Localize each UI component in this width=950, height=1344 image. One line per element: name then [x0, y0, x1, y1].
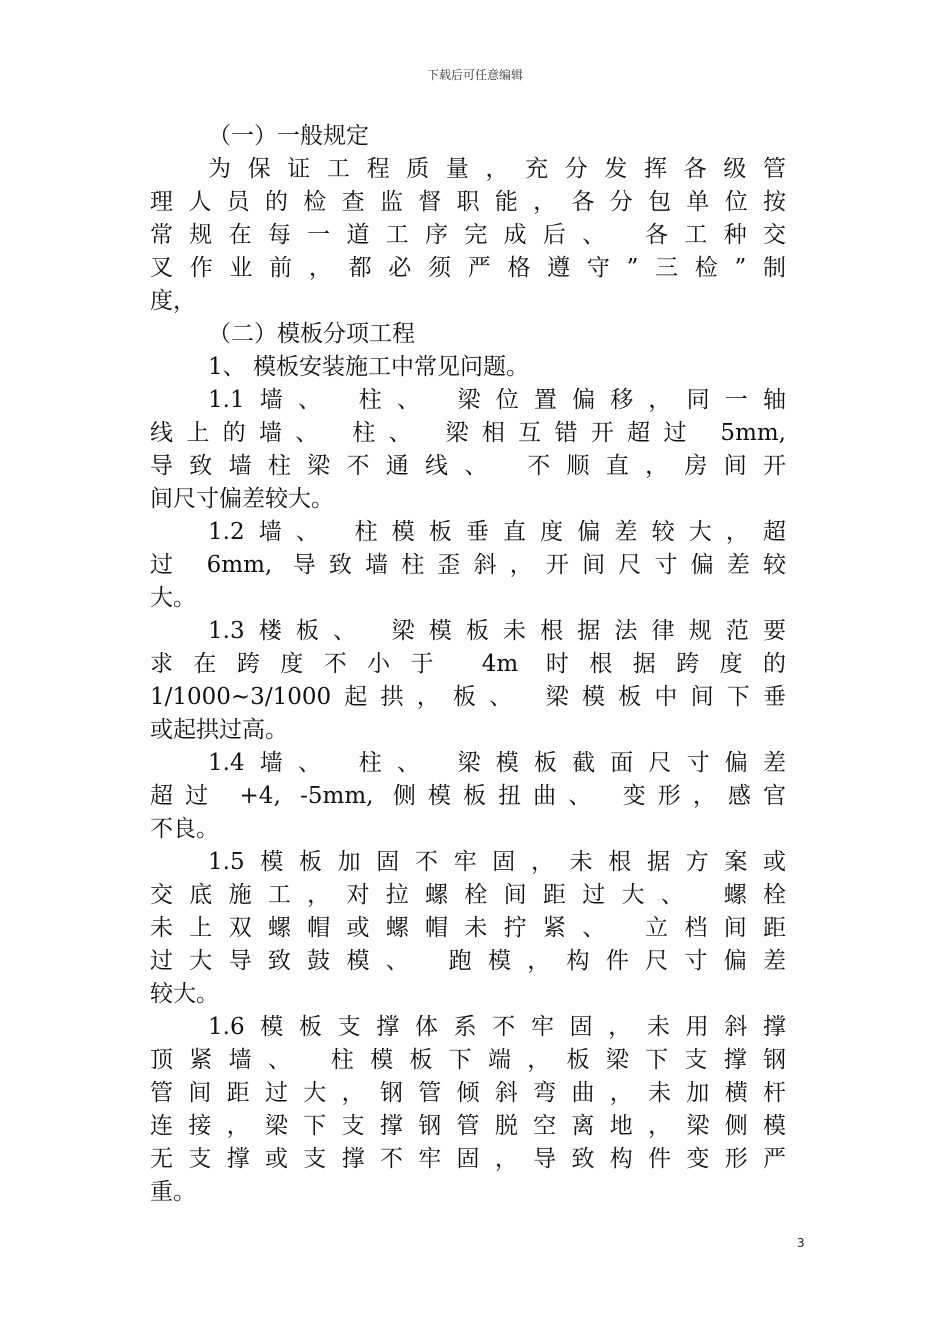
text-line: 1.2墙、 柱模板垂直度偏差较大，超: [208, 519, 786, 545]
text-line: 1、 模板安装施工中常见问题。: [208, 354, 529, 380]
text-line: 1.3楼板、 梁模板未根据法律规范要: [208, 618, 786, 644]
text-line: 1/1000~3/1000起拱，板、 梁模板中间下垂: [150, 684, 786, 710]
text-line: 线上的墙、 柱、 梁相互错开超过 5mm,: [150, 420, 786, 446]
text-line: 导致墙柱梁不通线、 不顺直，房间开: [150, 453, 786, 479]
text-line: （一）一般规定: [208, 123, 369, 149]
text-line: 过大导致鼓模、 跑模，构件尺寸偏差: [150, 948, 786, 974]
text-line: 叉作业前，都必须严格遵守”三检”制: [150, 255, 786, 281]
text-line: 大。: [150, 585, 196, 611]
text-line: 理人员的检查监督职能，各分包单位按: [150, 189, 786, 215]
text-line: 间尺寸偏差较大。: [150, 486, 334, 512]
text-line: 或起拱过高。: [150, 717, 288, 743]
text-line: 1.4墙、 柱、 梁模板截面尺寸偏差: [208, 750, 786, 776]
document-body: [150, 120, 786, 1209]
text-line: 交底施工，对拉螺栓间距过大、 螺栓: [150, 882, 786, 908]
text-line: 超过 +4, -5mm, 侧模板扭曲、 变形，感官: [150, 783, 786, 809]
text-line: 常规在每一道工序完成后、 各工种交: [150, 222, 786, 248]
text-line: （二）模板分项工程: [208, 321, 415, 347]
text-line: 无支撑或支撑不牢固，导致构件变形严: [150, 1146, 786, 1172]
page-number: 3: [797, 1236, 805, 1250]
text-line: 1.5模板加固不牢固，未根据方案或: [208, 849, 786, 875]
header-note: 下载后可任意编辑: [426, 68, 523, 82]
text-line: 未上双螺帽或螺帽未拧紧、 立档间距: [150, 915, 786, 941]
text-line: 1.1墙、 柱、 梁位置偏移，同一轴: [208, 387, 786, 413]
text-line: 为保证工程质量，充分发挥各级管: [208, 156, 786, 182]
text-line: 连接，梁下支撑钢管脱空离地，梁侧模: [150, 1113, 786, 1139]
text-line: 不良。: [150, 816, 219, 842]
text-line: 过 6mm, 导致墙柱歪斜，开间尺寸偏差较: [150, 552, 786, 578]
text-line: 求在跨度不小于 4m 时根据跨度的: [150, 651, 786, 677]
text-line: 较大。: [150, 981, 219, 1007]
text-line: 顶紧墙、 柱模板下端，板梁下支撑钢: [150, 1047, 786, 1073]
text-line: 度，: [150, 288, 196, 314]
text-line: 管间距过大，钢管倾斜弯曲，未加横杆: [150, 1080, 786, 1106]
text-line: 重。: [150, 1179, 196, 1205]
text-line: 1.6模板支撑体系不牢固，未用斜撑: [208, 1014, 786, 1040]
